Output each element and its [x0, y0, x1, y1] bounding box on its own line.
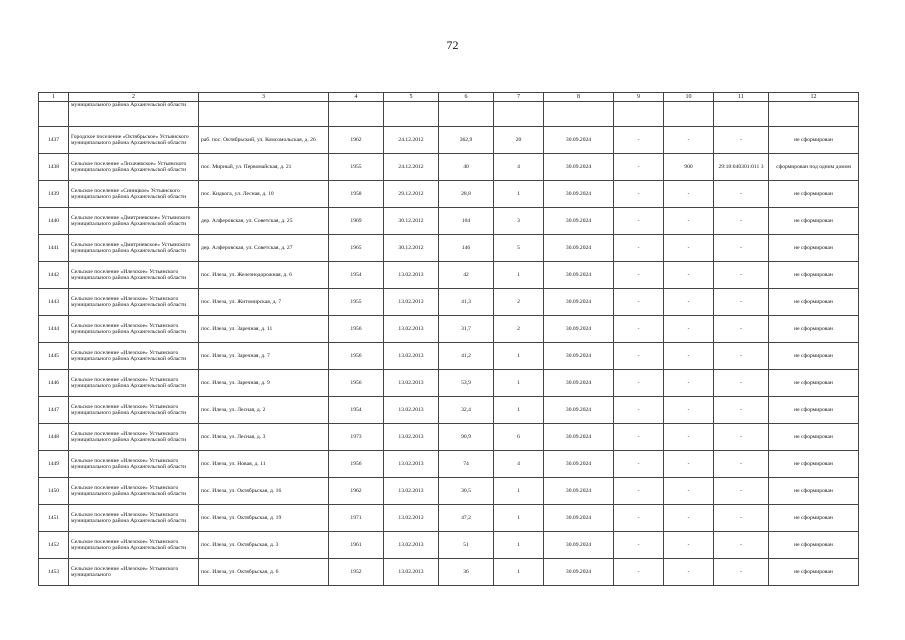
col10-cell: -: [664, 208, 714, 235]
status-cell: не сформирован: [769, 208, 859, 235]
col11-cell: -: [714, 316, 769, 343]
year-cell: 1958: [329, 181, 384, 208]
table-row: [39, 532, 859, 559]
year-cell: 1971: [329, 505, 384, 532]
date-cell: 30.12.2012: [384, 235, 439, 262]
col9-cell: -: [614, 262, 664, 289]
row-number: 1446: [39, 370, 69, 397]
table-row: [39, 559, 859, 586]
col9-cell: -: [614, 343, 664, 370]
deadline-cell: 30.09.2024: [544, 505, 614, 532]
col9-cell: -: [614, 127, 664, 154]
col9-cell: -: [614, 208, 664, 235]
col9-cell: -: [614, 559, 664, 586]
col10-cell: -: [664, 532, 714, 559]
count-cell: 1: [494, 370, 544, 397]
row-number: 1443: [39, 289, 69, 316]
col9-cell: -: [614, 235, 664, 262]
col10-cell: 900: [664, 154, 714, 181]
count-cell: 6: [494, 424, 544, 451]
status-cell: не сформирован: [769, 235, 859, 262]
year-cell: 1961: [329, 532, 384, 559]
status-cell: не сформирован: [769, 505, 859, 532]
count-cell: 4: [494, 451, 544, 478]
row-number: 1442: [39, 262, 69, 289]
owner-cell: Городское поселение «Октябрьское» Устьянского муниципального района Архангельской области: [69, 127, 199, 154]
count-cell: 1: [494, 559, 544, 586]
date-cell: 29.12.2012: [384, 181, 439, 208]
row-number: 1448: [39, 424, 69, 451]
status-cell: не сформирован: [769, 289, 859, 316]
deadline-cell: 30.09.2024: [544, 181, 614, 208]
column-header: 7: [494, 93, 544, 102]
row-number: 1452: [39, 532, 69, 559]
area-cell: 42: [439, 262, 494, 289]
area-cell: 32,4: [439, 397, 494, 424]
col10-cell: -: [664, 343, 714, 370]
table-row: [39, 424, 859, 451]
address-cell: пос. Мирный, ул. Первомайская, д. 21: [199, 154, 329, 181]
deadline-cell: 30.09.2024: [544, 289, 614, 316]
area-cell: 41,2: [439, 343, 494, 370]
column-header: 12: [769, 93, 859, 102]
status-cell: сформирован под одним домом: [769, 154, 859, 181]
owner-cell: Сельское поселение «Илезское» Устьянского муниципального района Архангельской области: [69, 505, 199, 532]
deadline-cell: 30.09.2024: [544, 316, 614, 343]
col9-cell: -: [614, 154, 664, 181]
deadline-cell: 30.09.2024: [544, 424, 614, 451]
date-cell: 24.12.2012: [384, 154, 439, 181]
column-header: 4: [329, 93, 384, 102]
col10-cell: -: [664, 478, 714, 505]
row-number: 1450: [39, 478, 69, 505]
area-cell: 74: [439, 451, 494, 478]
year-cell: 1955: [329, 289, 384, 316]
col10-cell: -: [664, 289, 714, 316]
row-number: 1444: [39, 316, 69, 343]
col10-cell: -: [664, 505, 714, 532]
housing-table: [38, 92, 859, 586]
row-number: 1441: [39, 235, 69, 262]
row-number: 1453: [39, 559, 69, 586]
col9-cell: -: [614, 424, 664, 451]
table-row: [39, 235, 859, 262]
status-cell: не сформирован: [769, 127, 859, 154]
address-cell: пос. Илеза, ул. Октябрьская, д. 16: [199, 478, 329, 505]
col11-cell: -: [714, 289, 769, 316]
date-cell: 13.02.2013: [384, 289, 439, 316]
address-cell: дер. Алферовская, ул. Советская, д. 27: [199, 235, 329, 262]
status-cell: не сформирован: [769, 559, 859, 586]
area-cell: 146: [439, 235, 494, 262]
col10-cell: -: [664, 451, 714, 478]
deadline-cell: 30.09.2024: [544, 532, 614, 559]
col9-cell: -: [614, 478, 664, 505]
col11-cell: 29:18:040301:011 3: [714, 154, 769, 181]
area-cell: 53,9: [439, 370, 494, 397]
continuation-text: муниципального района Архангельской области: [69, 102, 199, 127]
date-cell: 13.02.2013: [384, 343, 439, 370]
address-cell: пос. Илеза, ул. Заречная, д. 9: [199, 370, 329, 397]
status-cell: не сформирован: [769, 478, 859, 505]
col11-cell: -: [714, 559, 769, 586]
table-row: [39, 397, 859, 424]
column-header: 6: [439, 93, 494, 102]
area-cell: 362,9: [439, 127, 494, 154]
year-cell: 1956: [329, 343, 384, 370]
date-cell: 13.02.2013: [384, 316, 439, 343]
status-cell: не сформирован: [769, 262, 859, 289]
year-cell: 1954: [329, 262, 384, 289]
status-cell: не сформирован: [769, 343, 859, 370]
owner-cell: Сельское поселение «Илезское» Устьянского муниципального района Архангельской области: [69, 397, 199, 424]
owner-cell: Сельское поселение «Лихачевское» Устьянского муниципального района Архангельской области: [69, 154, 199, 181]
owner-cell: Сельское поселение «Илезское» Устьянского муниципального района Архангельской области: [69, 289, 199, 316]
col10-cell: -: [664, 370, 714, 397]
table-row: [39, 370, 859, 397]
area-cell: 41,3: [439, 289, 494, 316]
address-cell: пос. Илеза, ул. Октябрьская, д. 19: [199, 505, 329, 532]
count-cell: 1: [494, 532, 544, 559]
date-cell: 13.02.2013: [384, 397, 439, 424]
deadline-cell: 30.09.2024: [544, 127, 614, 154]
date-cell: 13.02.2013: [384, 370, 439, 397]
deadline-cell: 30.09.2024: [544, 478, 614, 505]
area-cell: 51: [439, 532, 494, 559]
column-header: 10: [664, 93, 714, 102]
owner-cell: Сельское поселение «Илезское» Устьянского муниципального района Архангельской области: [69, 478, 199, 505]
col11-cell: -: [714, 478, 769, 505]
date-cell: 13.02.2013: [384, 532, 439, 559]
row-number: 1451: [39, 505, 69, 532]
col9-cell: -: [614, 289, 664, 316]
col9-cell: -: [614, 181, 664, 208]
status-cell: не сформирован: [769, 532, 859, 559]
col9-cell: -: [614, 316, 664, 343]
owner-cell: Сельское поселение «Дмитриевское» Устьянского муниципального района Архангельской области: [69, 235, 199, 262]
deadline-cell: 30.09.2024: [544, 262, 614, 289]
continuation-row: [39, 102, 859, 127]
date-cell: 13.02.2013: [384, 478, 439, 505]
count-cell: 1: [494, 505, 544, 532]
owner-cell: Сельское поселение «Илезское» Устьянского муниципального района Архангельской области: [69, 316, 199, 343]
count-cell: 20: [494, 127, 544, 154]
area-cell: 47,2: [439, 505, 494, 532]
count-cell: 5: [494, 235, 544, 262]
table-row: [39, 127, 859, 154]
year-cell: 1956: [329, 316, 384, 343]
deadline-cell: 30.09.2024: [544, 208, 614, 235]
row-number: 1438: [39, 154, 69, 181]
year-cell: 1969: [329, 208, 384, 235]
area-cell: 36: [439, 559, 494, 586]
date-cell: 13.02.2013: [384, 559, 439, 586]
col11-cell: -: [714, 127, 769, 154]
status-cell: не сформирован: [769, 397, 859, 424]
col11-cell: -: [714, 208, 769, 235]
table-row: [39, 505, 859, 532]
year-cell: 1956: [329, 370, 384, 397]
col11-cell: -: [714, 505, 769, 532]
col9-cell: -: [614, 451, 664, 478]
column-header: 3: [199, 93, 329, 102]
status-cell: не сформирован: [769, 424, 859, 451]
table-row: [39, 316, 859, 343]
table-row: [39, 478, 859, 505]
address-cell: пос. Илеза, ул. Заречная, д. 7: [199, 343, 329, 370]
column-header: 9: [614, 93, 664, 102]
row-number: 1449: [39, 451, 69, 478]
table-row: [39, 154, 859, 181]
owner-cell: Сельское поселение «Илезское» Устьянского муниципального района Архангельской области: [69, 370, 199, 397]
column-header: 2: [69, 93, 199, 102]
col10-cell: -: [664, 316, 714, 343]
status-cell: не сформирован: [769, 181, 859, 208]
date-cell: 13.02.2013: [384, 505, 439, 532]
area-cell: 31,7: [439, 316, 494, 343]
date-cell: 13.02.2013: [384, 451, 439, 478]
address-cell: пос. Илеза, ул. Новая, д. 11: [199, 451, 329, 478]
owner-cell: Сельское поселение «Илезское» Устьянского муниципального района Архангельской области: [69, 424, 199, 451]
year-cell: 1952: [329, 559, 384, 586]
deadline-cell: 30.09.2024: [544, 343, 614, 370]
col11-cell: -: [714, 181, 769, 208]
address-cell: пос. Илеза, ул. Заречная, д. 11: [199, 316, 329, 343]
count-cell: 4: [494, 154, 544, 181]
column-header: 8: [544, 93, 614, 102]
column-header: 11: [714, 93, 769, 102]
col10-cell: -: [664, 262, 714, 289]
row-number: 1437: [39, 127, 69, 154]
count-cell: 2: [494, 316, 544, 343]
column-number-row: [39, 93, 859, 102]
table-row: [39, 208, 859, 235]
col11-cell: -: [714, 451, 769, 478]
count-cell: 1: [494, 181, 544, 208]
area-cell: 30,5: [439, 478, 494, 505]
col11-cell: -: [714, 262, 769, 289]
deadline-cell: 30.09.2024: [544, 154, 614, 181]
col11-cell: -: [714, 343, 769, 370]
status-cell: не сформирован: [769, 451, 859, 478]
area-cell: 104: [439, 208, 494, 235]
row-number: 1445: [39, 343, 69, 370]
col9-cell: -: [614, 370, 664, 397]
row-number: 1447: [39, 397, 69, 424]
year-cell: 1955: [329, 154, 384, 181]
count-cell: 1: [494, 262, 544, 289]
row-number: 1439: [39, 181, 69, 208]
col10-cell: -: [664, 181, 714, 208]
col10-cell: -: [664, 127, 714, 154]
area-cell: 40: [439, 154, 494, 181]
count-cell: 1: [494, 343, 544, 370]
address-cell: дер. Алферовская, ул. Советская, д. 25: [199, 208, 329, 235]
year-cell: 1956: [329, 451, 384, 478]
year-cell: 1965: [329, 235, 384, 262]
owner-cell: Сельское поселение «Илезское» Устьянского муниципального района Архангельской области: [69, 532, 199, 559]
count-cell: 1: [494, 478, 544, 505]
count-cell: 3: [494, 208, 544, 235]
status-cell: не сформирован: [769, 370, 859, 397]
deadline-cell: 30.09.2024: [544, 451, 614, 478]
col11-cell: -: [714, 235, 769, 262]
owner-cell: Сельское поселение «Дмитриевское» Устьянского муниципального района Архангельской области: [69, 208, 199, 235]
area-cell: 90,9: [439, 424, 494, 451]
owner-cell: Сельское поселение «Илезское» Устьянского муниципального района Архангельской области: [69, 262, 199, 289]
page-number: 72: [446, 38, 459, 52]
owner-cell: Сельское поселение «Илезское» Устьянского муниципального района Архангельской области: [69, 343, 199, 370]
column-header: 5: [384, 93, 439, 102]
area-cell: 28,8: [439, 181, 494, 208]
col11-cell: -: [714, 397, 769, 424]
count-cell: 1: [494, 397, 544, 424]
year-cell: 1962: [329, 478, 384, 505]
table-row: [39, 451, 859, 478]
table-row: [39, 262, 859, 289]
count-cell: 2: [494, 289, 544, 316]
deadline-cell: 30.09.2024: [544, 370, 614, 397]
deadline-cell: 30.09.2024: [544, 397, 614, 424]
col9-cell: -: [614, 397, 664, 424]
address-cell: раб. пос. Октябрьский, ул. Комсомольская, д. 26: [199, 127, 329, 154]
year-cell: 1962: [329, 127, 384, 154]
col10-cell: -: [664, 424, 714, 451]
col9-cell: -: [614, 505, 664, 532]
address-cell: пос. Илеза, ул. Железнодорожная, д. 6: [199, 262, 329, 289]
date-cell: 30.12.2012: [384, 208, 439, 235]
col10-cell: -: [664, 559, 714, 586]
address-cell: пос. Илеза, ул. Лесная, д. 2: [199, 397, 329, 424]
col11-cell: -: [714, 424, 769, 451]
address-cell: пос. Илеза, ул. Октябрьская, д. 3: [199, 532, 329, 559]
date-cell: 13.02.2013: [384, 424, 439, 451]
address-cell: пос. Илеза, ул. Житомирская, д. 7: [199, 289, 329, 316]
row-number: 1440: [39, 208, 69, 235]
col9-cell: -: [614, 532, 664, 559]
col11-cell: -: [714, 532, 769, 559]
owner-cell: Сельское поселение «Илезское» Устьянского муниципального района Архангельской области: [69, 451, 199, 478]
year-cell: 1973: [329, 424, 384, 451]
col10-cell: -: [664, 235, 714, 262]
address-cell: пос. Илеза, ул. Октябрьская, д. 6: [199, 559, 329, 586]
deadline-cell: 30.09.2024: [544, 559, 614, 586]
deadline-cell: 30.09.2024: [544, 235, 614, 262]
year-cell: 1954: [329, 397, 384, 424]
date-cell: 24.12.2012: [384, 127, 439, 154]
table-row: [39, 343, 859, 370]
owner-cell: Сельское поселение «Илезское» Устьянского муниципального: [69, 559, 199, 586]
col11-cell: -: [714, 370, 769, 397]
address-cell: пос. Илеза, ул. Лесная, д. 3: [199, 424, 329, 451]
col10-cell: -: [664, 397, 714, 424]
table-row: [39, 181, 859, 208]
status-cell: не сформирован: [769, 316, 859, 343]
table-row: [39, 289, 859, 316]
date-cell: 13.02.2013: [384, 262, 439, 289]
owner-cell: Сельское поселение «Синицкое» Устьянского муниципального района Архангельской области: [69, 181, 199, 208]
address-cell: пос. Кидкога, ул. Лесная, д. 10: [199, 181, 329, 208]
column-header: 1: [39, 93, 69, 102]
